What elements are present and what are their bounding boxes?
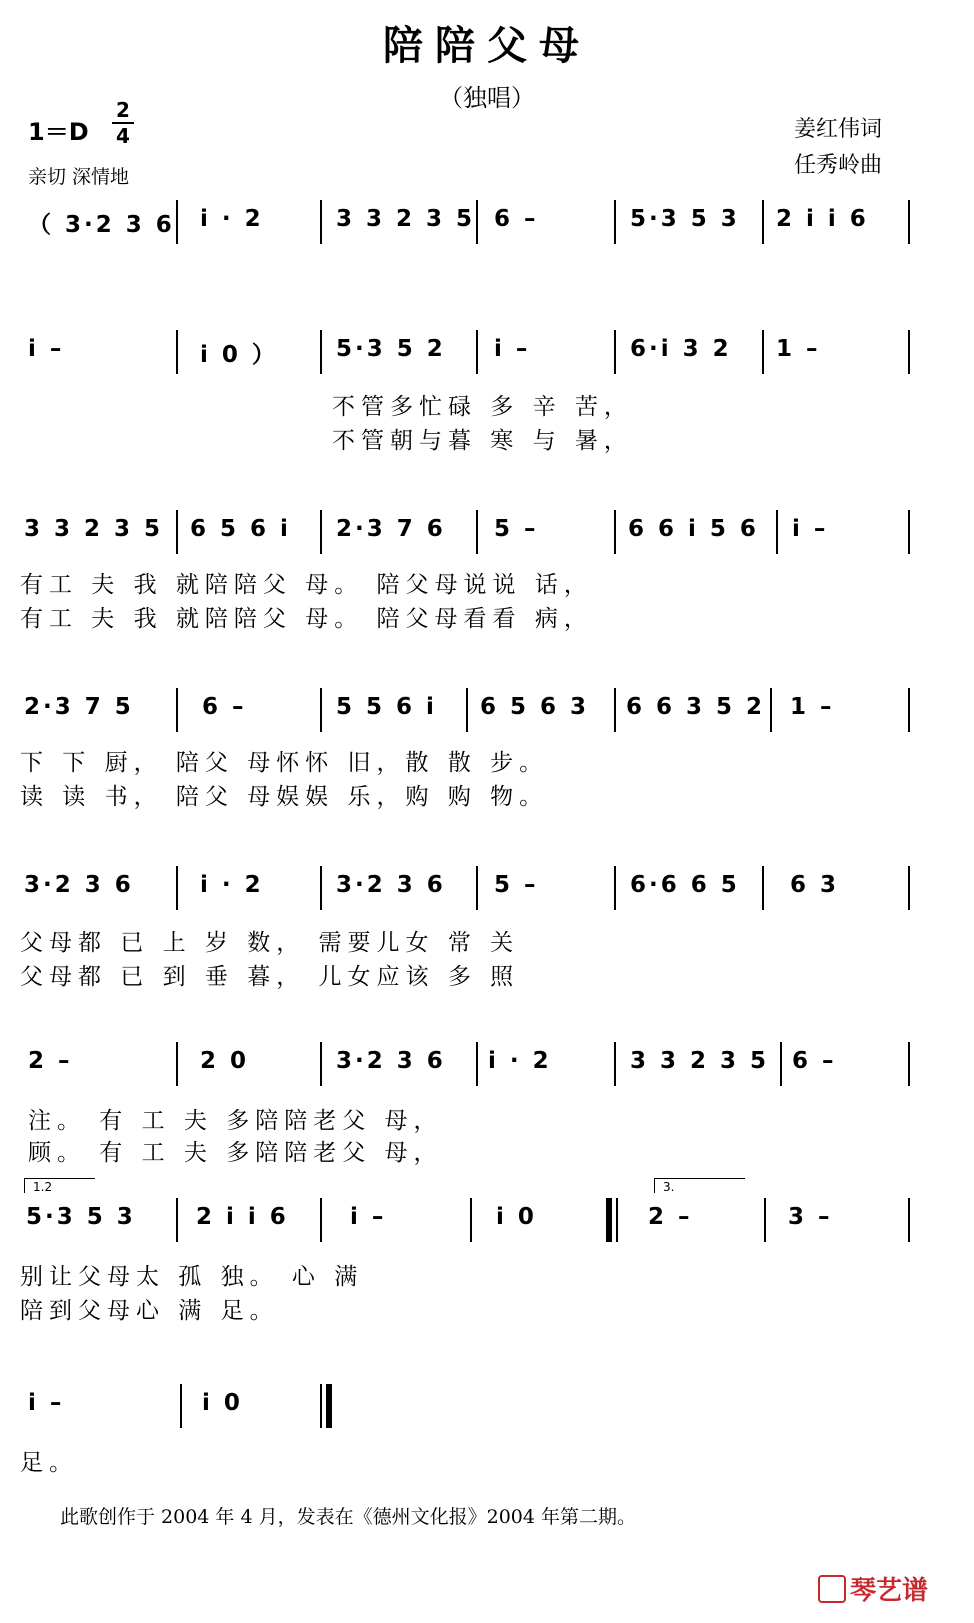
bar-line bbox=[176, 330, 178, 374]
footnote: 此歌创作于 2004 年 4 月，发表在《德州文化报》2004 年第二期。 bbox=[60, 1506, 636, 1528]
score-system-7 bbox=[20, 1198, 916, 1242]
score-system-5 bbox=[20, 866, 916, 910]
lyric-line-verse-2: 有工 夫 我 就陪陪父 母。 陪父母看看 病， bbox=[20, 606, 593, 632]
tempo-marking: 亲切 深情地 bbox=[28, 166, 130, 188]
bar-line bbox=[470, 1198, 472, 1242]
score-system-4 bbox=[20, 688, 916, 732]
measure-note-group: （ 3·2 3 6 bbox=[28, 212, 175, 238]
final-barline bbox=[326, 1384, 332, 1428]
score-system-1 bbox=[20, 200, 916, 244]
bar-line bbox=[320, 330, 322, 374]
bar-line bbox=[614, 866, 616, 910]
time-signature-top: 2 bbox=[116, 98, 130, 122]
bar-line bbox=[908, 866, 910, 910]
bar-line bbox=[176, 510, 178, 554]
measure-note-group: 5·3 5 3 bbox=[26, 1204, 136, 1230]
score-system-2 bbox=[20, 330, 916, 374]
bar-line bbox=[908, 1198, 910, 1242]
volta-label: 3. bbox=[663, 1180, 675, 1194]
bar-line bbox=[908, 330, 910, 374]
bar-line bbox=[176, 688, 178, 732]
song-title: 陪陪父母 bbox=[383, 22, 591, 69]
bar-line bbox=[616, 1198, 618, 1242]
measure-note-group: 5 – bbox=[494, 872, 539, 898]
bar-line bbox=[762, 200, 764, 244]
bar-line bbox=[762, 866, 764, 910]
watermark-logo bbox=[818, 1570, 928, 1607]
watermark-text: 琴艺谱 bbox=[850, 1576, 929, 1606]
measure-note-group: 6 6 i 5 6 bbox=[628, 516, 759, 542]
bar-line bbox=[476, 866, 478, 910]
score-system-3 bbox=[20, 510, 916, 554]
measure-note-group: 3·2 3 6 bbox=[336, 1048, 446, 1074]
bar-line bbox=[476, 200, 478, 244]
bar-line bbox=[764, 1198, 766, 1242]
bar-line bbox=[908, 510, 910, 554]
bar-line bbox=[176, 1042, 178, 1086]
bar-line bbox=[320, 510, 322, 554]
measure-note-group: 5 – bbox=[494, 516, 539, 542]
measure-note-group: 6 5 6 i bbox=[190, 516, 291, 542]
time-signature-bottom: 4 bbox=[116, 124, 130, 148]
measure-note-group: 2 – bbox=[648, 1204, 693, 1230]
bar-line bbox=[320, 688, 322, 732]
measure-note-group: 2 i i 6 bbox=[776, 206, 869, 232]
measure-note-group: 2·3 7 6 bbox=[336, 516, 446, 542]
measure-note-group: 5·3 5 2 bbox=[336, 336, 446, 362]
measure-note-group: 6 6 3 5 2 bbox=[626, 694, 766, 720]
bar-line bbox=[176, 866, 178, 910]
lyric-line-verse-1: 有工 夫 我 就陪陪父 母。 陪父母说说 话， bbox=[20, 572, 593, 598]
measure-note-group: 3 – bbox=[788, 1204, 833, 1230]
volta-bracket-1 bbox=[24, 1178, 95, 1193]
bar-line bbox=[776, 510, 778, 554]
lyric-line-verse-2: 陪到父母心 满 足。 bbox=[20, 1298, 279, 1324]
bar-line bbox=[320, 1384, 322, 1428]
bar-line bbox=[176, 1198, 178, 1242]
bar-line bbox=[320, 200, 322, 244]
bar-line bbox=[466, 688, 468, 732]
bar-line bbox=[908, 200, 910, 244]
measure-note-group: i 0 bbox=[202, 1390, 243, 1416]
volta-label: 1.2 bbox=[33, 1180, 53, 1194]
measure-note-group: 5 5 6 i bbox=[336, 694, 437, 720]
bar-line bbox=[762, 330, 764, 374]
bar-line bbox=[180, 1384, 182, 1428]
bar-line bbox=[614, 330, 616, 374]
bar-line bbox=[320, 1198, 322, 1242]
measure-note-group: 6 5 6 3 bbox=[480, 694, 590, 720]
lyric-line-verse-2: 父母都 已 到 垂 暮， 儿女应该 多 照 bbox=[20, 964, 520, 990]
bar-line bbox=[476, 330, 478, 374]
measure-note-group: 6 – bbox=[494, 206, 539, 232]
composer-credit: 任秀岭曲 bbox=[794, 153, 883, 178]
bar-line bbox=[476, 510, 478, 554]
measure-note-group: 6 – bbox=[202, 694, 247, 720]
measure-note-group: i – bbox=[28, 336, 65, 362]
measure-note-group: 2·3 7 5 bbox=[24, 694, 134, 720]
measure-note-group: 1 – bbox=[776, 336, 821, 362]
measure-note-group: i · 2 bbox=[200, 872, 264, 898]
repeat-end-barline bbox=[606, 1198, 612, 1242]
lyric-line-verse-1: 注。 有 工 夫 多陪陪老父 母， bbox=[28, 1108, 443, 1134]
measure-note-group: i · 2 bbox=[488, 1048, 552, 1074]
score-system-8 bbox=[20, 1384, 916, 1428]
lyric-line-verse-2: 读 读 书， 陪父 母娱娱 乐，购 购 物。 bbox=[20, 784, 549, 810]
measure-note-group: 3 3 2 3 5 bbox=[630, 1048, 770, 1074]
key-signature: 1＝D bbox=[28, 118, 89, 146]
lyric-line-verse-1: 别让父母太 孤 独。 心 满 bbox=[20, 1264, 364, 1290]
measure-note-group: 1 – bbox=[790, 694, 835, 720]
bar-line bbox=[614, 200, 616, 244]
bar-line bbox=[614, 510, 616, 554]
bar-line bbox=[614, 1042, 616, 1086]
measure-note-group: i · 2 bbox=[200, 206, 264, 232]
measure-note-group: 5·3 5 3 bbox=[630, 206, 740, 232]
measure-note-group: i 0 bbox=[496, 1204, 537, 1230]
measure-note-group: 6·i 3 2 bbox=[630, 336, 732, 362]
bar-line bbox=[176, 200, 178, 244]
bar-line bbox=[780, 1042, 782, 1086]
measure-note-group: 6·6 6 5 bbox=[630, 872, 740, 898]
measure-note-group: 6 – bbox=[792, 1048, 837, 1074]
measure-note-group: i 0 ） bbox=[200, 342, 278, 368]
lyric-line-verse-1: 父母都 已 上 岁 数， 需要儿女 常 关 bbox=[20, 930, 520, 956]
lyric-line-verse-2: 不管朝与暮 寒 与 暑， bbox=[332, 428, 633, 454]
measure-note-group: 6 3 bbox=[790, 872, 840, 898]
bar-line bbox=[320, 1042, 322, 1086]
measure-note-group: 3·2 3 6 bbox=[336, 872, 446, 898]
logo-icon bbox=[818, 1575, 846, 1603]
lyric-line-verse-2: 顾。 有 工 夫 多陪陪老父 母， bbox=[28, 1140, 443, 1166]
measure-note-group: 2 i i 6 bbox=[196, 1204, 289, 1230]
bar-line bbox=[320, 866, 322, 910]
measure-note-group: 3·2 3 6 bbox=[24, 872, 134, 898]
measure-note-group: 2 – bbox=[28, 1048, 73, 1074]
bar-line bbox=[614, 688, 616, 732]
lyricist-credit: 姜红伟词 bbox=[794, 117, 883, 142]
volta-bracket-2 bbox=[654, 1178, 745, 1193]
song-subtitle: （独唱） bbox=[439, 84, 535, 112]
lyric-line-verse-1: 足。 bbox=[20, 1450, 78, 1476]
score-system-6 bbox=[20, 1042, 916, 1086]
lyric-line-verse-1: 不管多忙碌 多 辛 苦， bbox=[332, 394, 633, 420]
measure-note-group: i – bbox=[494, 336, 531, 362]
measure-note-group: i – bbox=[350, 1204, 387, 1230]
bar-line bbox=[908, 1042, 910, 1086]
measure-note-group: i – bbox=[792, 516, 829, 542]
measure-note-group: 3 3 2 3 5 bbox=[336, 206, 476, 232]
measure-note-group: 3 3 2 3 5 bbox=[24, 516, 164, 542]
bar-line bbox=[476, 1042, 478, 1086]
bar-line bbox=[908, 688, 910, 732]
measure-note-group: i – bbox=[28, 1390, 65, 1416]
measure-note-group: 2 0 bbox=[200, 1048, 250, 1074]
bar-line bbox=[770, 688, 772, 732]
lyric-line-verse-1: 下 下 厨， 陪父 母怀怀 旧，散 散 步。 bbox=[20, 750, 549, 776]
